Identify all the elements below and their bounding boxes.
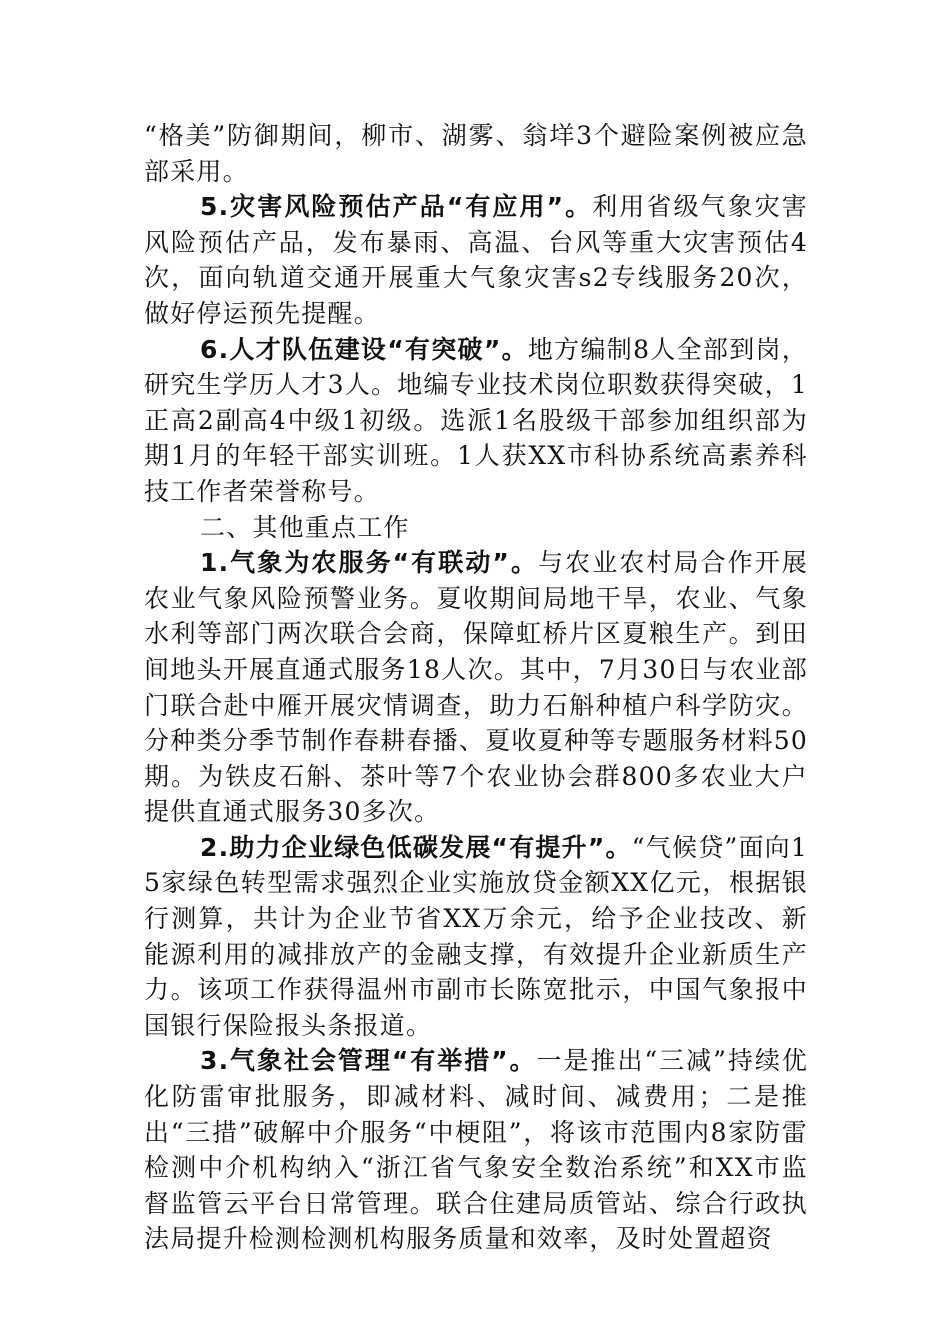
paragraph-body: “格美”防御期间，柳市、湖雾、翁垟3个避险案例被应急部采用。 [144, 121, 808, 186]
paragraph-talent-team [144, 332, 808, 510]
paragraph-green-development [144, 830, 808, 1044]
paragraph-body: 与农业农村局合作开展农业气象风险预警业务。夏收期间局地干旱，农业、气象水利等部门两次联合会商，保障虹桥片区夏粮生产。到田间地头开展直通式服务18人次。其中，7月30日与农业部门联合赴中雁开展灾情调查，助力石斛种植户科学防灾。分种类分季节制作春耕春播、夏收夏种等专题服务材料50期。为铁皮石斛、茶叶等7个农业协会群800多农业大户提供直通式服务30多次。 [144, 548, 808, 827]
paragraph-disaster-risk [144, 189, 808, 331]
paragraph-body: “气候贷”面向15家绿色转型需求强烈企业实施放贷金额XX亿元，根据银行测算，共计为企业节省XX万余元，给予企业技改、新能源利用的减排放产的金融支撑，有效提升企业新质生产力。该项工作获得温州市副市长陈宽批示，中国气象报中国银行保险报头条报道。 [144, 832, 808, 1040]
paragraph-body: 利用省级气象灾害风险预估产品，发布暴雨、高温、台风等重大灾害预估4次，面向轨道交通开展重大气象灾害s2专线服务20次，做好停运预先提醒。 [144, 192, 808, 328]
paragraph-lead-heading: 2.助力企业绿色低碳发展“有提升”。 [200, 832, 632, 862]
paragraph-social-management [144, 1043, 808, 1257]
paragraph-body: 地方编制8人全部到岗，研究生学历人才3人。地编专业技术岗位职数获得突破，1正高2副高4中级1初级。选派1名股级干部参加组织部为期1月的年轻干部实训班。1人获XX市科协系统高素养科技工作者荣誉称号。 [144, 334, 808, 506]
paragraph-lead-heading: 3.气象社会管理“有举措”。 [200, 1046, 537, 1076]
paragraph-body: 一是推出“三减”持续优化防雷审批服务，即减材料、减时间、减费用；二是推出“三措”破解中介服务“中梗阻”，将该市范围内8家防雷检测中介机构纳入“浙江省气象安全数治系统”和XX市监督监管云平台日常管理。联合住建局质管站、综合行政执法局提升检测检测机构服务质量和效率，及时处置超资 [144, 1046, 808, 1254]
document-page [144, 118, 808, 1257]
section-heading: 二、其他重点工作 [200, 512, 410, 542]
paragraph-lead-heading: 1.气象为农服务“有联动”。 [200, 548, 539, 578]
paragraph-lead-heading: 5.灾害风险预估产品“有应用”。 [200, 192, 593, 222]
paragraph-lead-heading: 6.人才队伍建设“有突破”。 [200, 334, 528, 364]
paragraph-agri-service [144, 545, 808, 830]
paragraph-continuation [144, 118, 808, 189]
